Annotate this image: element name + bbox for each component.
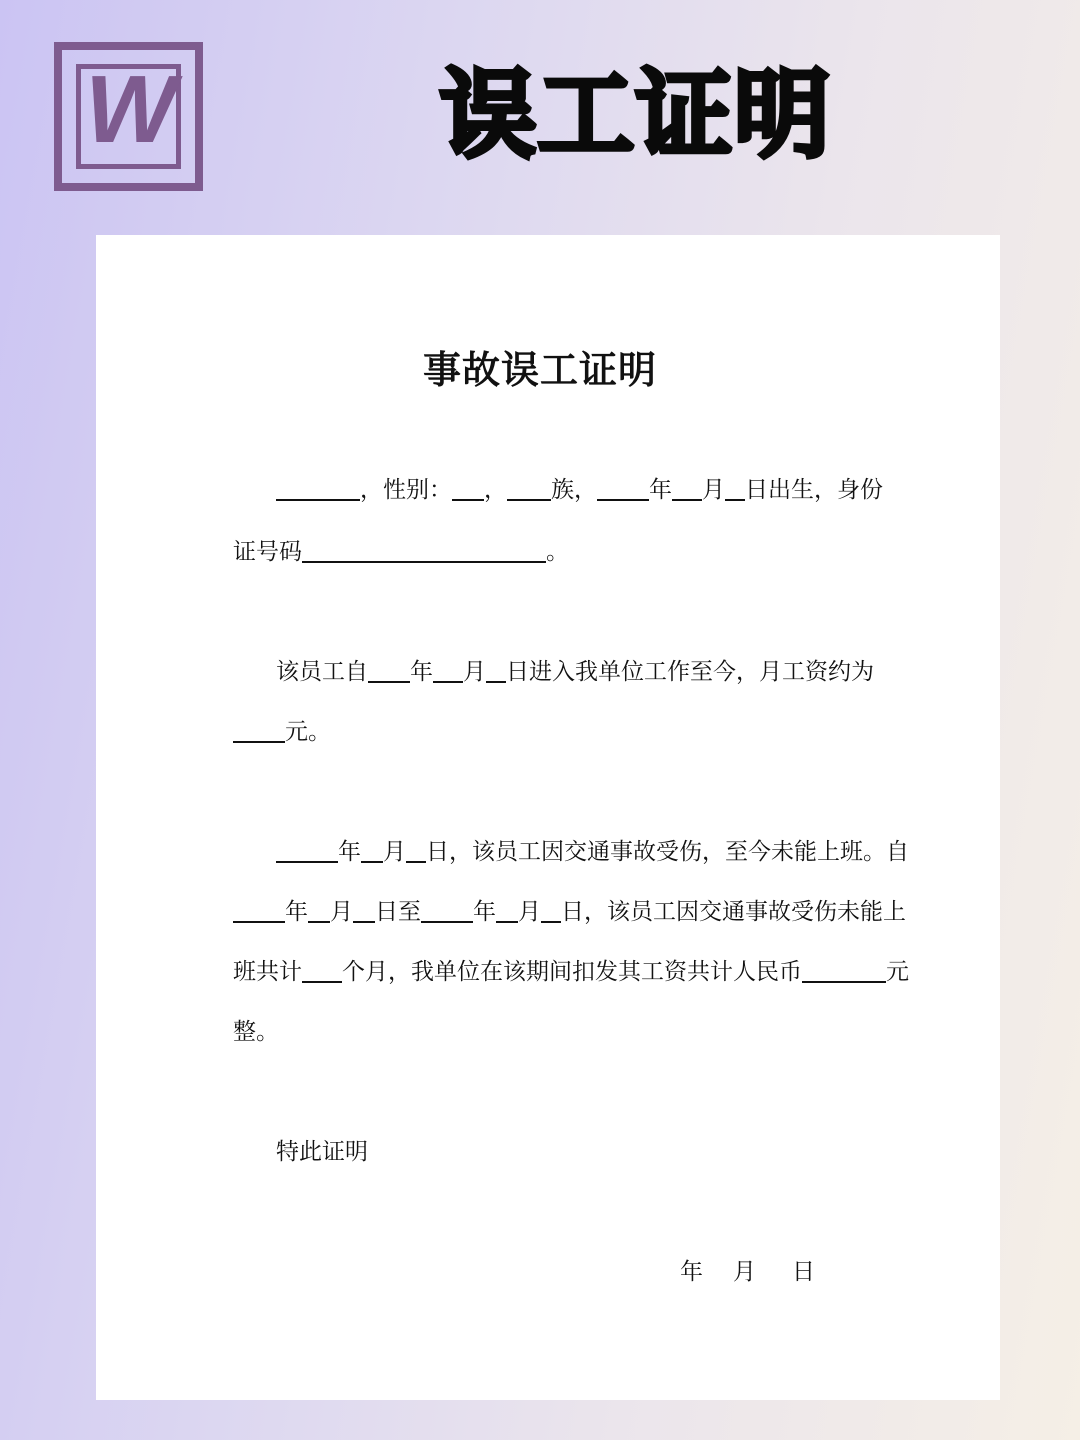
injured-label: 日，该员工因交通事故受伤，至今未能上班。自 [426,839,909,865]
join-day-blank [486,655,506,683]
to-label: 日至 [375,899,421,925]
ethnic-blank [507,473,551,501]
join-month-blank [433,655,463,683]
year-label: 年 [338,839,361,865]
date-month: 月 [733,1259,756,1285]
year-label: 年 [473,899,496,925]
paragraph-2-line-1 [276,652,874,692]
month-label: 月 [702,477,725,503]
year-label: 年 [410,659,433,685]
birth-day-blank [725,473,745,501]
to-month-blank [496,895,518,923]
entered-label: 日进入我单位工作至今，月工资约为 [506,659,874,685]
month-label: 月 [463,659,486,685]
paragraph-1-line-1 [276,470,883,510]
closing-text: 特此证明 [276,1139,368,1165]
cannot-work-label: 日，该员工因交通事故受伤未能上 [561,899,906,925]
year-label: 年 [649,477,672,503]
document-title: 事故误工证明 [422,347,657,392]
sex-blank [452,473,484,501]
sex-label: ，性别： [360,477,452,503]
months-blank [302,955,342,983]
yuan-label: 元。 [285,719,331,745]
whole-label: 整。 [233,1019,279,1045]
year-label: 年 [285,899,308,925]
name-blank [276,473,360,501]
id-number-blank [302,535,546,563]
to-day-blank [541,895,561,923]
paragraph-3-line-3 [233,952,909,992]
join-year-blank [368,655,410,683]
from-month-blank [308,895,330,923]
word-logo-letter: W [85,56,172,163]
date-day: 日 [792,1259,815,1285]
from-year-blank [233,895,285,923]
months-text: 个月，我单位在该期间扣发其工资共计人民币 [342,959,802,985]
date-year: 年 [680,1259,703,1285]
salary-blank [233,715,285,743]
birth-year-blank [597,473,649,501]
born-label: 日出生，身份 [745,477,883,503]
injury-month-blank [361,835,383,863]
month-label: 月 [330,899,353,925]
paragraph-3-line-4 [233,1012,279,1052]
total-label: 班共计 [233,959,302,985]
word-logo-icon [54,42,203,191]
injury-day-blank [406,835,426,863]
month-label: 月 [383,839,406,865]
month-label: 月 [518,899,541,925]
from-day-blank [353,895,375,923]
id-label: 证号码 [233,539,302,565]
birth-month-blank [672,473,702,501]
document-page [96,235,1000,1400]
deduction-amount-blank [802,955,886,983]
since-label: 该员工自 [276,659,368,685]
paragraph-1-line-2 [233,532,569,572]
period: 。 [546,539,569,565]
paragraph-3-line-2 [233,892,906,932]
separator: ， [484,477,507,503]
to-year-blank [421,895,473,923]
banner-title: 误工证明 [440,59,832,171]
paragraph-3-line-1 [276,832,909,872]
ethnic-label: 族， [551,477,597,503]
signature-date [680,1252,815,1292]
paragraph-2-line-2 [233,712,331,752]
injury-year-blank [276,835,338,863]
yuan-label: 元 [886,959,909,985]
